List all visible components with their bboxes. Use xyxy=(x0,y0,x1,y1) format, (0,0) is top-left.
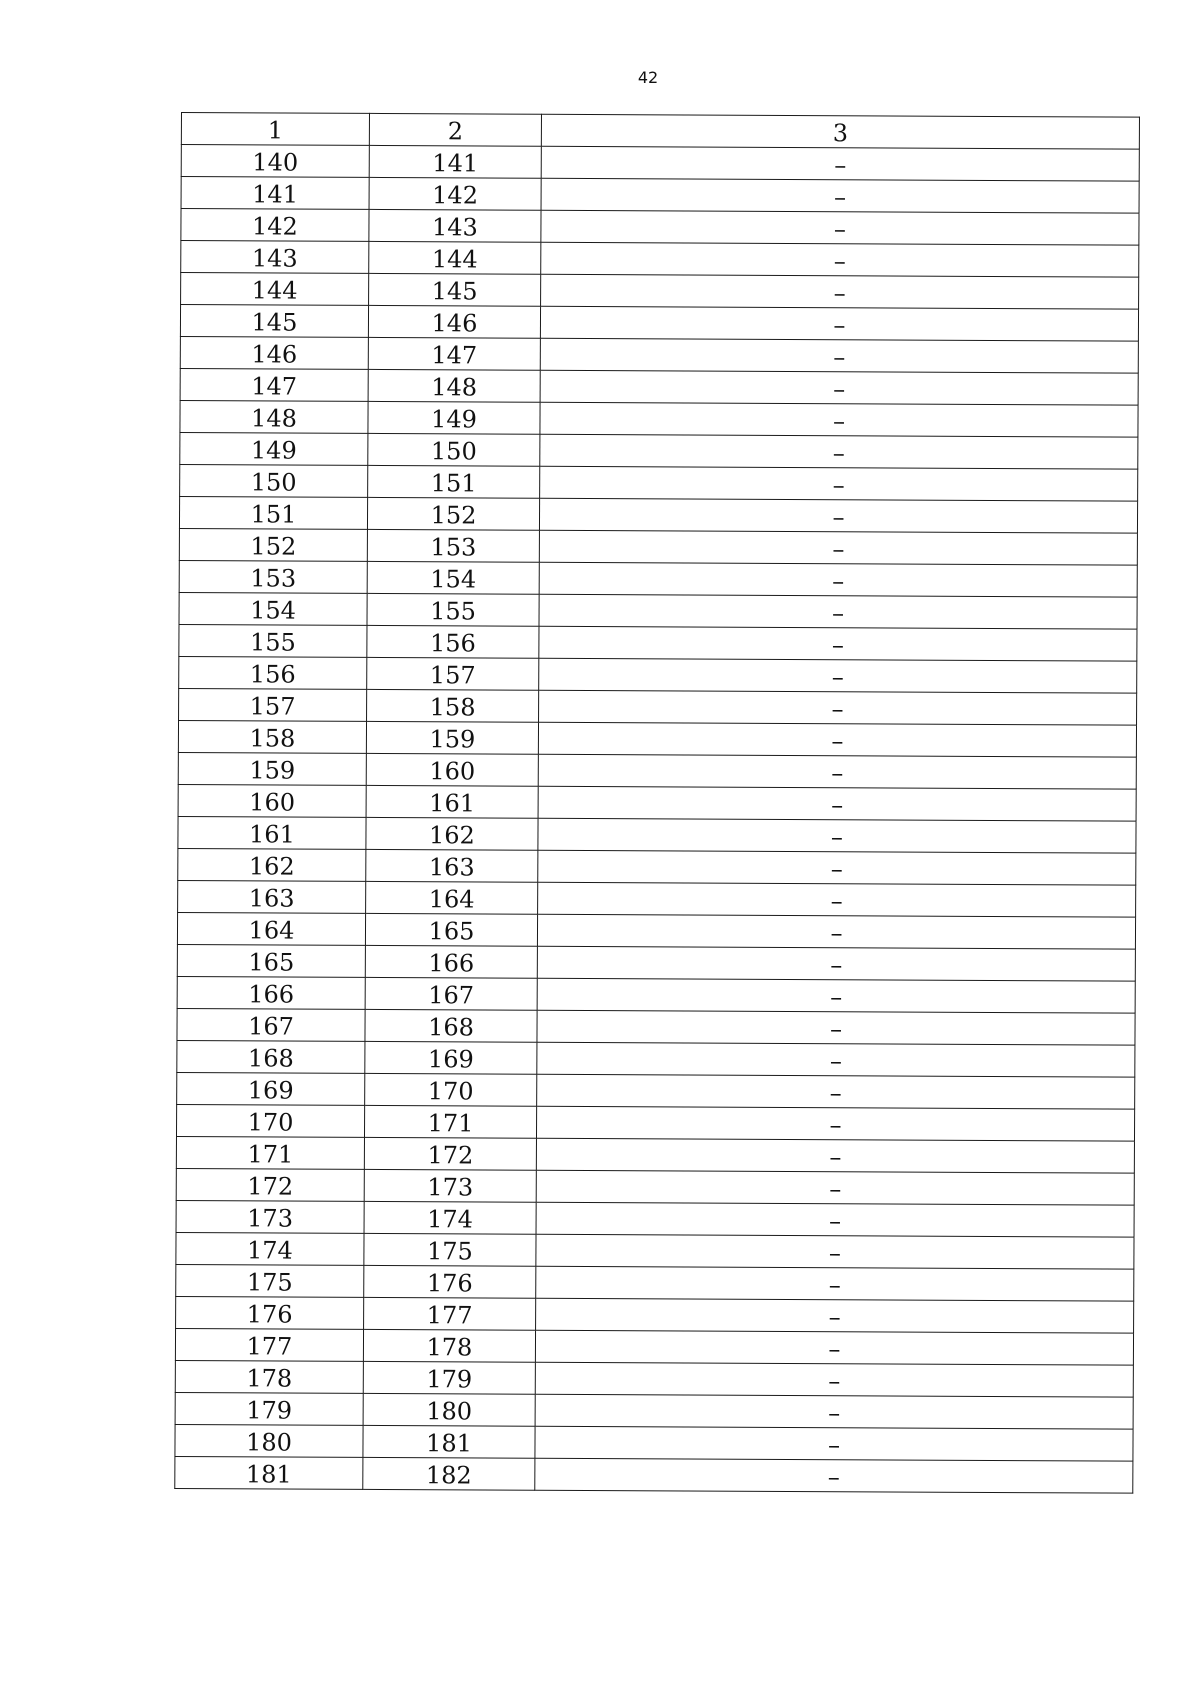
table-cell-col-3: – xyxy=(539,690,1137,725)
table-cell-col-1: 166 xyxy=(177,976,365,1009)
table-cell-col-2: 174 xyxy=(364,1201,536,1234)
table-cell-col-1: 162 xyxy=(178,848,366,881)
table-cell-col-3: – xyxy=(537,1042,1135,1077)
table-row xyxy=(177,944,1135,981)
table-row xyxy=(179,528,1137,565)
table-cell-col-3: – xyxy=(537,978,1135,1013)
table-cell-col-3: – xyxy=(535,1458,1133,1493)
table-cell-col-3: – xyxy=(536,1138,1134,1173)
table-header-row xyxy=(181,113,1139,150)
table-cell-col-3: – xyxy=(535,1330,1133,1365)
table-cell-col-2: 182 xyxy=(363,1457,535,1490)
table-row xyxy=(181,209,1139,246)
table-cell-col-2: 161 xyxy=(366,785,538,818)
table-cell-col-1: 167 xyxy=(177,1008,365,1041)
table-row xyxy=(180,336,1138,373)
table-cell-col-3: – xyxy=(538,722,1136,757)
table-row xyxy=(176,1136,1134,1173)
table-row xyxy=(177,1040,1135,1077)
table-row xyxy=(179,560,1137,597)
table-cell-col-3: – xyxy=(538,786,1136,821)
table-row xyxy=(180,368,1138,405)
table-cell-col-1: 175 xyxy=(176,1264,364,1297)
table-cell-col-2: 180 xyxy=(363,1393,535,1426)
table-cell-col-1: 154 xyxy=(179,592,367,625)
table-cell-col-1: 165 xyxy=(177,944,365,977)
table-cell-col-2: 168 xyxy=(365,1009,537,1042)
table-cell-col-3: – xyxy=(540,370,1138,405)
table-cell-col-1: 156 xyxy=(179,656,367,689)
table-container xyxy=(174,112,1139,1494)
table-row xyxy=(176,1264,1134,1301)
table-cell-col-2: 170 xyxy=(365,1073,537,1106)
table-cell-col-2: 153 xyxy=(367,529,539,562)
table-row xyxy=(175,1424,1133,1461)
table-cell-col-3: – xyxy=(541,146,1139,181)
table-cell-col-3: – xyxy=(535,1394,1133,1429)
table-cell-col-2: 154 xyxy=(367,561,539,594)
column-header-1: 1 xyxy=(181,113,369,146)
table-cell-col-1: 173 xyxy=(176,1200,364,1233)
table-cell-col-2: 141 xyxy=(369,145,541,178)
table-cell-col-3: – xyxy=(541,242,1139,277)
table-cell-col-2: 157 xyxy=(367,657,539,690)
table-row xyxy=(181,241,1139,278)
table-row xyxy=(178,816,1136,853)
table-cell-col-2: 143 xyxy=(369,209,541,242)
table-cell-col-3: – xyxy=(536,1106,1134,1141)
table-cell-col-1: 164 xyxy=(177,912,365,945)
table-cell-col-1: 168 xyxy=(177,1040,365,1073)
table-cell-col-1: 159 xyxy=(178,752,366,785)
table-row xyxy=(181,273,1139,310)
table-cell-col-1: 145 xyxy=(180,305,368,338)
table-cell-col-3: – xyxy=(541,210,1139,245)
table-row xyxy=(180,305,1138,342)
table-cell-col-2: 152 xyxy=(367,497,539,530)
table-cell-col-1: 171 xyxy=(176,1136,364,1169)
table-cell-col-2: 149 xyxy=(368,401,540,434)
table-cell-col-2: 162 xyxy=(366,817,538,850)
table-cell-col-1: 142 xyxy=(181,209,369,242)
table-cell-col-2: 178 xyxy=(363,1329,535,1362)
table-cell-col-1: 169 xyxy=(177,1072,365,1105)
table-cell-col-2: 181 xyxy=(363,1425,535,1458)
table-cell-col-3: – xyxy=(535,1426,1133,1461)
table-cell-col-3: – xyxy=(541,178,1139,213)
table-cell-col-3: – xyxy=(539,530,1137,565)
table-cell-col-2: 179 xyxy=(363,1361,535,1394)
table-cell-col-2: 142 xyxy=(369,177,541,210)
table-cell-col-1: 150 xyxy=(180,464,368,497)
table-cell-col-3: – xyxy=(540,402,1138,437)
table-cell-col-2: 165 xyxy=(365,913,537,946)
table-cell-col-1: 181 xyxy=(175,1456,363,1489)
table-cell-col-3: – xyxy=(537,1074,1135,1109)
table-cell-col-3: – xyxy=(535,1362,1133,1397)
table-cell-col-2: 146 xyxy=(368,305,540,338)
table-cell-col-1: 141 xyxy=(181,177,369,210)
table-cell-col-2: 171 xyxy=(364,1105,536,1138)
table-cell-col-2: 150 xyxy=(368,433,540,466)
table-cell-col-3: – xyxy=(537,914,1135,949)
table-row xyxy=(175,1328,1133,1365)
table-row xyxy=(181,145,1139,182)
table-cell-col-3: – xyxy=(539,562,1137,597)
table-row xyxy=(178,720,1136,757)
table-cell-col-1: 177 xyxy=(175,1328,363,1361)
table-row xyxy=(178,880,1136,917)
table-row xyxy=(178,752,1136,789)
page-number: 42 xyxy=(637,68,659,87)
table-cell-col-1: 170 xyxy=(176,1104,364,1137)
table-cell-col-3: – xyxy=(540,338,1138,373)
table-cell-col-1: 153 xyxy=(179,560,367,593)
table-cell-col-1: 176 xyxy=(176,1296,364,1329)
table-cell-col-1: 157 xyxy=(179,688,367,721)
table-cell-col-1: 147 xyxy=(180,368,368,401)
table-row xyxy=(177,1072,1135,1109)
table-cell-col-3: – xyxy=(539,658,1137,693)
table-row xyxy=(179,688,1137,725)
table-cell-col-1: 149 xyxy=(180,432,368,465)
table-cell-col-2: 160 xyxy=(366,753,538,786)
data-table xyxy=(174,112,1140,1494)
table-cell-col-1: 151 xyxy=(179,496,367,529)
table-cell-col-2: 145 xyxy=(369,273,541,306)
table-cell-col-1: 172 xyxy=(176,1168,364,1201)
table-cell-col-2: 155 xyxy=(367,593,539,626)
table-cell-col-2: 159 xyxy=(366,721,538,754)
table-cell-col-3: – xyxy=(540,434,1138,469)
table-row xyxy=(179,592,1137,629)
table-cell-col-1: 146 xyxy=(180,336,368,369)
table-cell-col-2: 144 xyxy=(369,241,541,274)
table-cell-col-2: 163 xyxy=(366,849,538,882)
table-cell-col-1: 161 xyxy=(178,816,366,849)
table-cell-col-1: 155 xyxy=(179,624,367,657)
table-row xyxy=(176,1200,1134,1237)
table-cell-col-3: – xyxy=(536,1202,1134,1237)
table-cell-col-1: 178 xyxy=(175,1360,363,1393)
table-row xyxy=(177,1008,1135,1045)
table-cell-col-3: – xyxy=(537,946,1135,981)
table-cell-col-3: – xyxy=(538,754,1136,789)
table-row xyxy=(175,1456,1133,1493)
table-cell-col-3: – xyxy=(536,1298,1134,1333)
table-row xyxy=(178,784,1136,821)
table-cell-col-3: – xyxy=(536,1170,1134,1205)
table-cell-col-2: 172 xyxy=(364,1137,536,1170)
table-cell-col-2: 175 xyxy=(364,1233,536,1266)
table-cell-col-3: – xyxy=(538,882,1136,917)
table-cell-col-3: – xyxy=(539,594,1137,629)
table-row xyxy=(176,1104,1134,1141)
table-row xyxy=(175,1392,1133,1429)
table-row xyxy=(176,1296,1134,1333)
table-row xyxy=(180,432,1138,469)
table-cell-col-1: 180 xyxy=(175,1424,363,1457)
table-cell-col-2: 164 xyxy=(366,881,538,914)
table-cell-col-3: – xyxy=(539,626,1137,661)
table-row xyxy=(179,624,1137,661)
table-cell-col-2: 147 xyxy=(368,337,540,370)
table-cell-col-2: 173 xyxy=(364,1169,536,1202)
table-row xyxy=(180,400,1138,437)
table-cell-col-1: 144 xyxy=(181,273,369,306)
table-cell-col-2: 158 xyxy=(367,689,539,722)
table-cell-col-2: 169 xyxy=(365,1041,537,1074)
table-cell-col-3: – xyxy=(538,818,1136,853)
table-cell-col-3: – xyxy=(536,1234,1134,1269)
table-cell-col-2: 151 xyxy=(368,465,540,498)
table-cell-col-1: 148 xyxy=(180,400,368,433)
table-cell-col-3: – xyxy=(540,466,1138,501)
table-cell-col-2: 156 xyxy=(367,625,539,658)
table-row xyxy=(179,656,1137,693)
table-cell-col-1: 163 xyxy=(178,880,366,913)
table-row xyxy=(179,496,1137,533)
table-cell-col-3: – xyxy=(541,274,1139,309)
column-header-2: 2 xyxy=(369,113,541,146)
table-row xyxy=(176,1232,1134,1269)
table-cell-col-2: 167 xyxy=(365,977,537,1010)
table-row xyxy=(177,976,1135,1013)
table-cell-col-3: – xyxy=(539,498,1137,533)
table-cell-col-3: – xyxy=(538,850,1136,885)
table-cell-col-1: 140 xyxy=(181,145,369,178)
table-row xyxy=(178,848,1136,885)
table-row xyxy=(181,177,1139,214)
table-row xyxy=(175,1360,1133,1397)
table-row xyxy=(177,912,1135,949)
table-row xyxy=(180,464,1138,501)
table-cell-col-2: 176 xyxy=(364,1265,536,1298)
table-cell-col-3: – xyxy=(536,1266,1134,1301)
column-header-3: 3 xyxy=(541,114,1139,149)
table-cell-col-1: 143 xyxy=(181,241,369,274)
table-cell-col-2: 148 xyxy=(368,369,540,402)
table-row xyxy=(176,1168,1134,1205)
table-cell-col-1: 160 xyxy=(178,784,366,817)
table-body xyxy=(175,145,1140,1494)
table-cell-col-1: 152 xyxy=(179,528,367,561)
table-cell-col-1: 174 xyxy=(176,1232,364,1265)
table-cell-col-1: 158 xyxy=(178,720,366,753)
table-cell-col-3: – xyxy=(540,306,1138,341)
table-cell-col-2: 166 xyxy=(365,945,537,978)
table-cell-col-1: 179 xyxy=(175,1392,363,1425)
table-cell-col-2: 177 xyxy=(364,1297,536,1330)
table-cell-col-3: – xyxy=(537,1010,1135,1045)
